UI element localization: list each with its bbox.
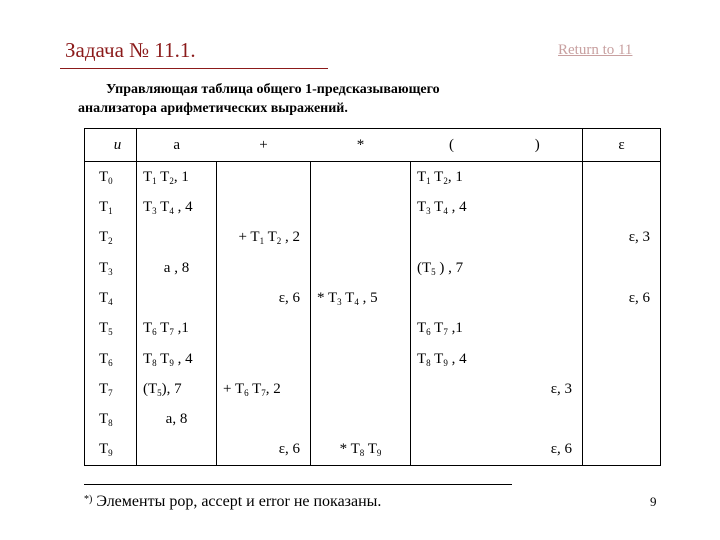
table-cell: + $T_1$ $T_2$ , 2 [217, 223, 311, 253]
table-cell [311, 314, 411, 344]
caption-line-1: Управляющая таблица общего 1-предсказывающего [106, 82, 440, 97]
table-cell [217, 314, 311, 344]
page-number: 9 [650, 494, 657, 509]
table-row [85, 193, 661, 223]
table-cell [493, 314, 583, 344]
table-cell [583, 314, 661, 344]
table-cell [583, 193, 661, 223]
table-cell [583, 374, 661, 404]
row-label: $T_3$ [85, 253, 137, 283]
header-epsilon: ε [583, 129, 661, 162]
table-cell [311, 404, 411, 434]
table-cell: $T_8$ $T_9$ , 4 [417, 350, 467, 368]
footnote-text: Элементы pop, accept и error не показаны. [96, 493, 382, 510]
table-cell [137, 435, 217, 466]
table-cell: a, 8 [137, 404, 217, 434]
header-lparen: ( [411, 129, 493, 162]
table-cell [217, 193, 311, 223]
row-label: $T_1$ [85, 193, 137, 223]
table-cell: $T_1$ $T_2$, 1 [417, 168, 463, 186]
table-cell: $T_6$ $T_7$ ,1 [417, 320, 463, 338]
control-table [84, 128, 661, 466]
table-cell: ε, 6 [217, 435, 311, 466]
table-row [85, 253, 661, 283]
table-caption [78, 80, 638, 118]
footnote [84, 493, 381, 511]
table-cell [583, 162, 661, 193]
row-label: $T_5$ [85, 314, 137, 344]
table-cell [311, 223, 411, 253]
table-cell [411, 435, 493, 466]
table-cell [493, 344, 583, 374]
table-cell: ($T_5$ ) , 7 [417, 259, 464, 277]
table-cell: a , 8 [137, 253, 217, 283]
row-label: $T_8$ [85, 404, 137, 434]
table-cell [311, 162, 411, 193]
header-u: u [85, 129, 137, 162]
table-cell: ε, 6 [217, 283, 311, 313]
table-cell [311, 344, 411, 374]
title-underline [60, 68, 328, 69]
table-cell [137, 223, 217, 253]
table-cell [493, 162, 583, 193]
table-row [85, 314, 661, 344]
table-cell [217, 162, 311, 193]
table-cell [493, 223, 583, 253]
table-cell [411, 283, 493, 313]
table-cell [493, 283, 583, 313]
table-cell [311, 374, 411, 404]
table-cell: $T_3$ $T_4$ , 4 [417, 199, 467, 217]
row-label: $T_4$ [85, 283, 137, 313]
table-cell [583, 344, 661, 374]
table-cell [311, 193, 411, 223]
table-cell [217, 344, 311, 374]
table-cell: $T_3$ $T_4$ , 4 [137, 193, 217, 223]
table-cell: ε, 3 [583, 223, 661, 253]
row-label: $T_7$ [85, 374, 137, 404]
footnote-rule [84, 484, 512, 485]
table-cell [217, 253, 311, 283]
row-label: $T_0$ [85, 162, 137, 193]
table-row [85, 223, 661, 253]
row-label: $T_9$ [85, 435, 137, 466]
table-cell: ε, 3 [550, 380, 572, 397]
header-rparen: ) [493, 129, 583, 162]
header-a: a [137, 129, 217, 162]
table-cell [583, 404, 661, 434]
table-cell: + $T_6$ $T_7$, 2 [217, 374, 311, 404]
table-cell [311, 253, 411, 283]
table-cell [411, 223, 493, 253]
header-star: * [311, 129, 411, 162]
table-row [85, 283, 661, 313]
table-cell [493, 253, 583, 283]
table-cell [493, 404, 583, 434]
table-cell: * $T_8$ $T_9$ [311, 435, 411, 466]
table-cell [583, 435, 661, 466]
header-plus: + [217, 129, 311, 162]
table-cell: ε, 6 [583, 283, 661, 313]
table-cell [137, 283, 217, 313]
table-cell: ε, 6 [493, 435, 583, 466]
row-label: $T_2$ [85, 223, 137, 253]
table-cell [411, 374, 493, 404]
table-cell: $(T_5)$, 7 [137, 374, 217, 404]
row-label: $T_6$ [85, 344, 137, 374]
footnote-mark: *) [84, 494, 93, 505]
table-cell [493, 193, 583, 223]
slide-title: Задача № 11.1. [65, 38, 196, 62]
table-row [85, 435, 661, 466]
table-cell [411, 404, 493, 434]
table-row [85, 162, 661, 193]
table-row [85, 344, 661, 374]
return-link[interactable]: Return to 11 [558, 42, 633, 58]
table-cell: $T_8$ $T_9$ , 4 [137, 344, 217, 374]
table-cell: $T_6$ $T_7$ ,1 [137, 314, 217, 344]
table-cell: $T_1$ $T_2$, 1 [137, 162, 217, 193]
table-cell [217, 404, 311, 434]
table-cell: * $T_3$ $T_4$ , 5 [311, 283, 411, 313]
caption-line-2: анализатора арифметических выражений. [78, 101, 348, 116]
table-row [85, 374, 661, 404]
table-cell [583, 253, 661, 283]
table-row [85, 404, 661, 434]
